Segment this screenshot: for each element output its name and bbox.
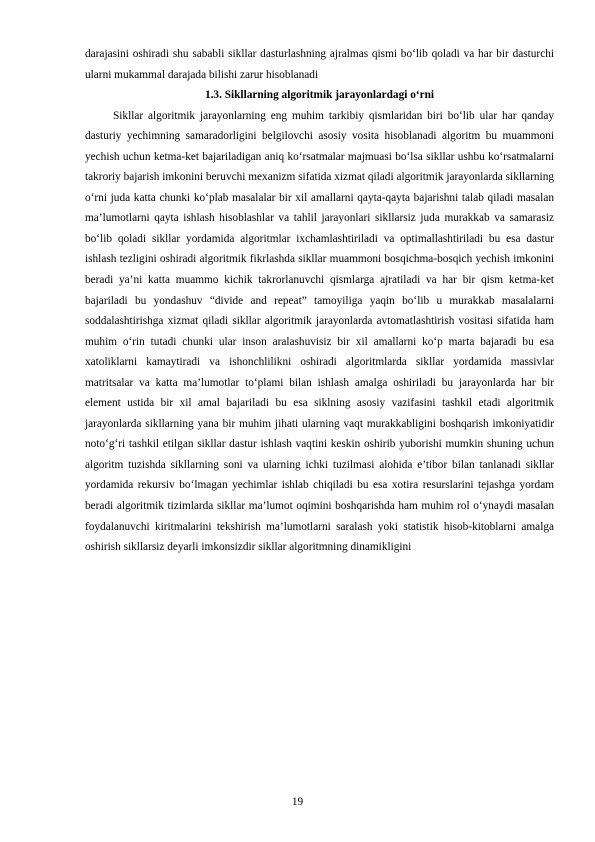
document-page (85, 44, 554, 558)
page-number: 19 (291, 796, 304, 808)
intro-paragraph: darajasini oshiradi shu sababli sikllar dasturlashning ajralmas qismi bo‘lib qoladi va har bir dasturchi ularni mukammal darajada bilishi zarur hisoblanadi (85, 48, 554, 81)
section-heading: 1.3. Sikllarning algoritmik jarayonlardagi o‘rni (204, 89, 435, 102)
body-paragraph: Sikllar algoritmik jarayonlarning eng muhim tarkibiy qismlaridan biri bo‘lib ular har qanday dasturiy yechimning samaradorligini belgilovchi asosiy vosita hisoblanadi algoritm bu muammoni yechish uchun ketma-ket bajariladigan aniq ko‘rsatmalar majmuasi bo‘lsa sikllar ushbu ko‘rsatmalarni takroriy bajarish imkonini beruvchi mexanizm sifatida xizmat qiladi algoritmik jarayonlarda sikllarning o‘rni juda katta chunki ko‘plab masalalar bir xil amallarni qayta-qayta bajarishni talab qiladi masalan ma’lumotlarni qayta ishlash hisoblashlar va tahlil jarayonlari sikllarsiz juda murakkab va samarasiz bo‘lib qoladi sikllar yordamida algoritmlar ixchamlashtiriladi va optimallashtiriladi bu esa dastur ishlash tezligini oshiradi algoritmik fikrlashda sikllar muammoni bosqichma-bosqich yechish imkonini beradi ya’ni katta muammo kichik takrorlanuvchi qismlarga ajratiladi va har bir qism ketma-ket bajariladi bu yondashuv “divide and repeat” tamoyiliga yaqin bo‘lib u murakkab masalalarni soddalashtirishga xizmat qiladi sikllar algoritmik jarayonlarda avtomatlashtirish vositasi sifatida ham muhim o‘rin tutadi chunki ular inson aralashuvisiz bir xil amallarni ko‘p marta bajaradi bu esa xatoliklarni kamaytiradi va ishonchlilikni oshiradi algoritmlarda sikllar yordamida massivlar matritsalar va katta ma’lumotlar to‘plami bilan ishlash amalga oshiriladi bu jarayonlarda har bir element ustida bir xil amal bajariladi bu esa siklning asosiy vazifasini tashkil etadi algoritmik jarayonlarda sikllarning yana bir muhim jihati ularning vaqt murakkabligini boshqarish imkoniyatidir noto‘g‘ri tashkil etilgan sikllar dastur ishlash vaqtini keskin oshirib yuborishi mumkin shuning uchun algoritm tuzishda sikllarning soni va ularning ichki tuzilmasi alohida e’tibor bilan tanlanadi sikllar yordamida rekursiv bo‘lmagan yechimlar ishlab chiqiladi bu esa xotira resurslarini tejashga yordam beradi algoritmik tizimlarda sikllar ma’lumot oqimini boshqarishda ham muhim rol o‘ynaydi masalan foydalanuvchi kiritmalarini tekshirish ma’lumotlarni saralash yoki statistik hisob-kitoblarni amalga oshirish sikllarsiz deyarli imkonsizdir sikllar algoritmning dinamikligini (85, 109, 554, 554)
